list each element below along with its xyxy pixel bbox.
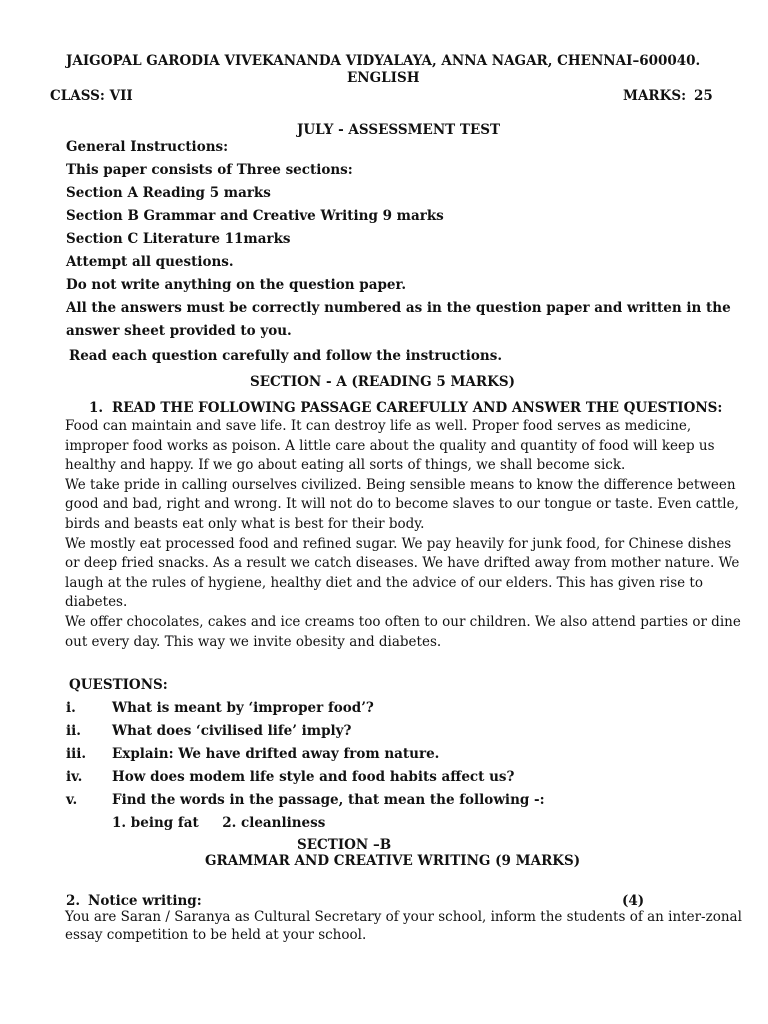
instruction-line: All the answers must be correctly numbered as in the question paper and written in the	[66, 300, 731, 316]
passage-line: We offer chocolates, cakes and ice creams too often to our children. We also attend parties or dine	[65, 613, 741, 630]
question-num: ii.	[66, 723, 81, 739]
reading-passage	[65, 417, 741, 652]
instruction-line: answer sheet provided to you.	[66, 323, 292, 339]
passage-line: birds and beasts eat only what is best for their body.	[65, 515, 425, 532]
notice-question-body	[65, 909, 742, 944]
question-num: i.	[66, 700, 76, 716]
read-instruction: Read each question carefully and follow the instructions.	[69, 348, 503, 364]
section-b-heading: SECTION –B	[297, 837, 392, 853]
word-meanings: 1. being fat 2. cleanliness	[112, 815, 326, 831]
question-body-line: essay competition to be held at your school.	[65, 926, 367, 943]
question-num: iv.	[66, 769, 83, 785]
passage-line: or deep fried snacks. As a result we catch diseases. We have drifted away from mother nature. We	[65, 555, 740, 572]
instruction-line: Section A Reading 5 marks	[66, 185, 271, 201]
passage-line: We take pride in calling ourselves civilized. Being sensible means to know the difference between	[65, 476, 736, 493]
passage-line: out every day. This way we invite obesity and diabetes.	[65, 633, 442, 650]
instruction-line: Section C Literature 11marks	[66, 231, 291, 247]
passage-line: healthy and happy. If we go about eating all sorts of things, we shall become sick.	[65, 457, 626, 474]
question-title: READ THE FOLLOWING PASSAGE CAREFULLY AND ANSWER THE QUESTIONS:	[112, 400, 723, 416]
question-text: What is meant by ‘improper food’?	[112, 700, 374, 716]
class-label: CLASS: VII	[50, 88, 133, 104]
passage-line: good and bad, right and wrong. It will not do to become slaves to our tongue or taste. Even cattle,	[65, 496, 739, 513]
question-num: iii.	[66, 746, 87, 762]
marks-value: 25	[694, 88, 713, 104]
question-text: How does modem life style and food habits affect us?	[112, 769, 515, 785]
instruction-line: Do not write anything on the question paper.	[66, 277, 407, 293]
section-b-subheading: GRAMMAR AND CREATIVE WRITING (9 MARKS)	[205, 853, 581, 869]
question-num: v.	[66, 792, 78, 808]
question-text: Explain: We have drifted away from nature.	[112, 746, 440, 762]
instruction-line: Section B Grammar and Creative Writing 9 marks	[66, 208, 444, 224]
subject-title: ENGLISH	[347, 70, 420, 86]
passage-line: improper food works as poison. A little care about the quality and quantity of food will keep us	[65, 437, 715, 454]
passage-line: laugh at the rules of hygiene, healthy diet and the advice of our elders. This has given rise to	[65, 574, 703, 591]
question-text: Find the words in the passage, that mean the following -:	[112, 792, 545, 808]
school-name: JAIGOPAL GARODIA VIVEKANANDA VIDYALAYA, ANNA NAGAR, CHENNAI–600040.	[66, 53, 701, 69]
question-body-line: You are Saran / Saranya as Cultural Secretary of your school, inform the students of an inter-zonal	[65, 909, 742, 925]
passage-line: diabetes.	[65, 594, 128, 611]
section-a-heading: SECTION - A (READING 5 MARKS)	[250, 374, 515, 390]
test-title: JULY - ASSESSMENT TEST	[297, 122, 501, 138]
question-number: 2.	[66, 893, 81, 909]
instructions-title: General Instructions:	[66, 139, 229, 155]
instruction-line: This paper consists of Three sections:	[66, 162, 353, 178]
passage-line: We mostly eat processed food and refined sugar. We pay heavily for junk food, for Chinese dishes	[65, 535, 732, 552]
questions-title: QUESTIONS:	[69, 677, 168, 693]
question-number: 1.	[89, 400, 104, 416]
question-marks: (4)	[622, 893, 645, 909]
question-text: What does ‘civilised life’ imply?	[112, 723, 352, 739]
marks-label: MARKS:	[623, 88, 687, 104]
instruction-line: Attempt all questions.	[66, 254, 234, 270]
question-title: Notice writing:	[88, 893, 202, 909]
passage-line: Food can maintain and save life. It can destroy life as well. Proper food serves as medicine,	[65, 418, 692, 434]
